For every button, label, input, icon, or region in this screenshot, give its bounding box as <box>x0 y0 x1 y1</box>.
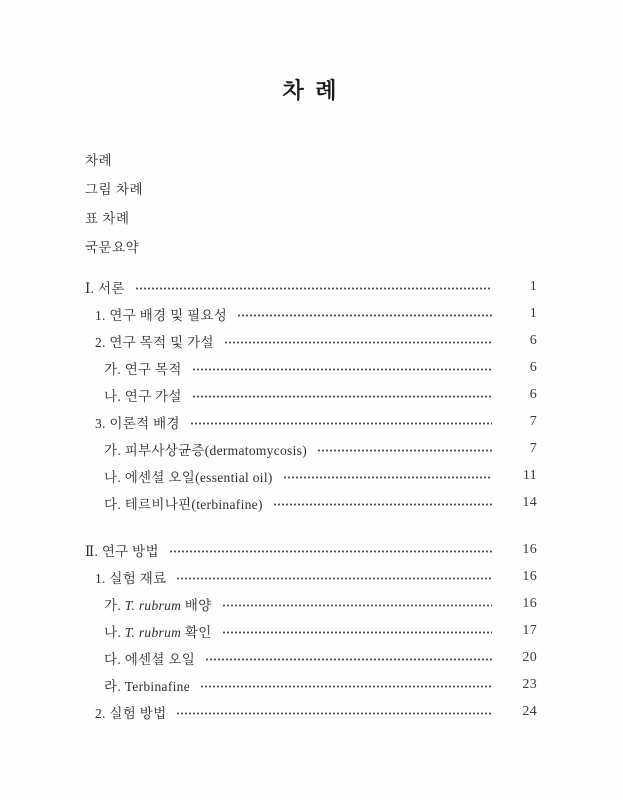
page-title: 차 례 <box>282 78 340 103</box>
toc-entry <box>85 563 537 590</box>
front-matter-list <box>85 144 537 260</box>
toc-entry <box>85 617 537 644</box>
toc-entry <box>85 408 537 435</box>
toc-entry <box>85 273 537 300</box>
page-number: 7 <box>529 413 537 429</box>
dot-leader <box>222 603 492 608</box>
toc-entry-label <box>95 567 166 587</box>
dot-leader <box>283 475 492 480</box>
front-matter-item: 그림 차례 <box>85 181 144 197</box>
page-number: 7 <box>529 440 537 456</box>
toc-entry-text: 배양 <box>181 597 212 613</box>
toc-entry <box>85 671 537 698</box>
toc-entry-text: 3. 이론적 배경 <box>95 415 180 431</box>
toc-entry-italic-text: T. rubrum <box>124 597 182 613</box>
page-number: 14 <box>522 494 537 510</box>
page-number: 23 <box>522 676 537 692</box>
page-number: 16 <box>522 568 537 584</box>
front-matter-item: 차례 <box>85 152 113 168</box>
toc-entry <box>85 327 537 354</box>
toc-entry-label <box>104 648 195 668</box>
page-number: 11 <box>522 467 537 483</box>
toc-entry <box>85 590 537 617</box>
front-matter-item: 국문요약 <box>85 239 140 255</box>
toc-entry-label <box>104 594 212 614</box>
dot-leader <box>317 448 492 453</box>
toc-entry-label <box>104 621 212 641</box>
toc-entry-label <box>104 439 307 459</box>
dot-leader <box>237 313 492 318</box>
toc <box>85 273 537 725</box>
toc-entry-text: 1. 연구 배경 및 필요성 <box>95 307 228 323</box>
toc-entry-text: 나. 에센셜 오일(essential oil) <box>104 469 273 485</box>
toc-entry-label <box>104 385 182 405</box>
dot-leader <box>190 421 492 426</box>
toc-entry-text: 라. Terbinafine <box>104 678 191 694</box>
page-number: 20 <box>522 649 537 665</box>
dot-leader <box>135 286 492 291</box>
toc-entry-text: 나. 연구 가설 <box>104 388 182 404</box>
toc-entry-label <box>104 493 263 513</box>
page-number: 24 <box>522 703 537 719</box>
toc-entry-text: Ⅱ. 연구 방법 <box>85 543 159 559</box>
toc-entry <box>85 489 537 516</box>
toc-entry <box>85 381 537 408</box>
toc-entry-label <box>104 358 182 378</box>
toc-entry-text: 확인 <box>181 624 212 640</box>
toc-entry-label <box>95 412 180 432</box>
toc-entry-label <box>104 466 273 486</box>
page-number: 16 <box>522 541 537 557</box>
toc-entry-text: 다. 테르비나핀(terbinafine) <box>104 496 263 512</box>
page-number: 6 <box>529 359 537 375</box>
toc-entry-text: 가. <box>104 597 125 613</box>
dot-leader <box>222 630 492 635</box>
toc-entry <box>85 644 537 671</box>
toc-entry-text: 다. 에센셜 오일 <box>104 651 196 667</box>
page-number: 6 <box>529 332 537 348</box>
toc-entry-label <box>85 277 125 297</box>
dot-leader <box>169 549 492 554</box>
dot-leader <box>192 394 492 399</box>
toc-entry-label <box>85 540 159 560</box>
toc-entry-text: 1. 실험 재료 <box>95 570 167 586</box>
toc-entry <box>85 435 537 462</box>
toc-entry-italic-text: T. rubrum <box>124 624 182 640</box>
toc-section <box>85 536 537 725</box>
toc-entry-label <box>95 702 166 722</box>
toc-entry-text: 2. 연구 목적 및 가설 <box>95 334 214 350</box>
dot-leader <box>224 340 492 345</box>
toc-entry <box>85 354 537 381</box>
page-number: 1 <box>529 305 537 321</box>
toc-entry-text: 가. 피부사상균증(dermatomycosis) <box>104 442 308 458</box>
page-number: 1 <box>529 278 537 294</box>
page-number: 17 <box>522 622 537 638</box>
front-matter-item: 표 차례 <box>85 210 130 226</box>
toc-entry-text: 가. 연구 목적 <box>104 361 182 377</box>
dot-leader <box>176 576 492 581</box>
dot-leader <box>200 684 492 689</box>
toc-entry-label <box>95 331 214 351</box>
toc-entry <box>85 698 537 725</box>
toc-section <box>85 273 537 516</box>
toc-entry-text: Ⅰ. 서론 <box>85 280 125 296</box>
page-number: 6 <box>529 386 537 402</box>
toc-entry <box>85 300 537 327</box>
page-number: 16 <box>522 595 537 611</box>
toc-entry <box>85 536 537 563</box>
toc-entry-text: 나. <box>104 624 125 640</box>
toc-entry-label <box>104 675 190 695</box>
dot-leader <box>192 367 492 372</box>
dot-leader <box>205 657 492 662</box>
toc-entry <box>85 462 537 489</box>
toc-entry-text: 2. 실험 방법 <box>95 705 167 721</box>
dot-leader <box>273 502 492 507</box>
dot-leader <box>176 711 492 716</box>
toc-entry-label <box>95 304 227 324</box>
